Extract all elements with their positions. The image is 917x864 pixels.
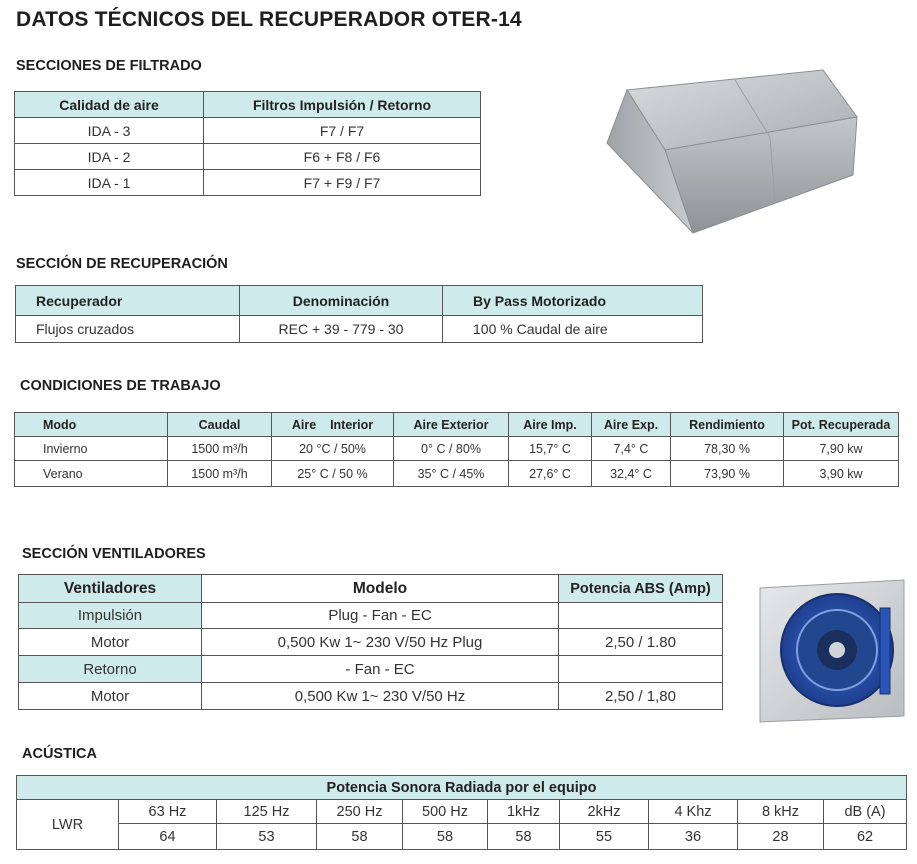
acustica-band: 1kHz <box>488 800 560 824</box>
condiciones-header: Caudal <box>168 413 272 437</box>
ventiladores-cell: Motor <box>19 629 202 656</box>
recuperacion-cell: 100 % Caudal de aire <box>443 316 703 343</box>
condiciones-header: Aire Imp. <box>509 413 592 437</box>
acustica-band: 500 Hz <box>403 800 488 824</box>
acustica-band: 2kHz <box>560 800 649 824</box>
acustica-value: 53 <box>217 824 317 850</box>
acustica-value: 62 <box>824 824 907 850</box>
condiciones-header: Aire Interior <box>272 413 394 437</box>
condiciones-cell: Invierno <box>15 437 168 461</box>
table-row <box>15 461 899 487</box>
acustica-caption: Potencia Sonora Radiada por el equipo <box>17 776 907 800</box>
condiciones-cell: 1500 m³/h <box>168 461 272 487</box>
filtrado-header-filtros: Filtros Impulsión / Retorno <box>204 92 481 118</box>
condiciones-cell: 27,6° C <box>509 461 592 487</box>
acustica-band: 8 kHz <box>738 800 824 824</box>
filtrado-cell: F7 / F7 <box>204 118 481 144</box>
condiciones-heading: CONDICIONES DE TRABAJO <box>20 378 221 394</box>
table-row <box>15 144 481 170</box>
acustica-table <box>16 775 907 850</box>
condiciones-header: Rendimiento <box>671 413 784 437</box>
acustica-value: 36 <box>649 824 738 850</box>
table-row <box>15 170 481 196</box>
condiciones-cell: 20 °C / 50% <box>272 437 394 461</box>
condiciones-cell: 7,90 kw <box>784 437 899 461</box>
acustica-band: 125 Hz <box>217 800 317 824</box>
recuperacion-table <box>15 285 703 343</box>
recuperador-duct-image <box>595 55 885 240</box>
condiciones-cell: 35° C / 45% <box>394 461 509 487</box>
table-row <box>19 683 723 710</box>
table-row <box>17 824 907 850</box>
condiciones-cell: 32,4° C <box>592 461 671 487</box>
filtrado-cell: F6 + F8 / F6 <box>204 144 481 170</box>
plug-fan-image <box>752 578 907 723</box>
table-row <box>15 118 481 144</box>
recuperacion-cell: REC + 39 - 779 - 30 <box>240 316 443 343</box>
table-row <box>17 800 907 824</box>
table-row <box>19 629 723 656</box>
table-row <box>15 437 899 461</box>
acustica-heading: ACÚSTICA <box>22 746 97 762</box>
condiciones-cell: 73,90 % <box>671 461 784 487</box>
filtrado-header-calidad: Calidad de aire <box>15 92 204 118</box>
filtrado-cell: IDA - 2 <box>15 144 204 170</box>
filtrado-cell: F7 + F9 / F7 <box>204 170 481 196</box>
condiciones-header: Aire Exp. <box>592 413 671 437</box>
table-row <box>19 603 723 629</box>
recuperacion-header-recuperador: Recuperador <box>16 286 240 316</box>
acustica-value: 58 <box>317 824 403 850</box>
condiciones-header: Modo <box>15 413 168 437</box>
condiciones-header: Pot. Recuperada <box>784 413 899 437</box>
acustica-value: 58 <box>488 824 560 850</box>
condiciones-cell: 78,30 % <box>671 437 784 461</box>
condiciones-cell: Verano <box>15 461 168 487</box>
ventiladores-cell <box>559 603 723 629</box>
ventiladores-table <box>18 574 723 710</box>
ventiladores-cell <box>559 656 723 683</box>
filtrado-heading: SECCIONES DE FILTRADO <box>16 58 202 74</box>
filtrado-cell: IDA - 3 <box>15 118 204 144</box>
condiciones-header: Aire Exterior <box>394 413 509 437</box>
filtrado-table <box>14 91 481 196</box>
ventiladores-cell: 2,50 / 1,80 <box>559 683 723 710</box>
ventiladores-cell: 0,500 Kw 1~ 230 V/50 Hz Plug <box>202 629 559 656</box>
ventiladores-cell: Plug - Fan - EC <box>202 603 559 629</box>
ventiladores-cell: 2,50 / 1.80 <box>559 629 723 656</box>
ventiladores-cell: - Fan - EC <box>202 656 559 683</box>
ventiladores-header: Modelo <box>202 575 559 603</box>
acustica-value: 64 <box>119 824 217 850</box>
acustica-value: 55 <box>560 824 649 850</box>
ventiladores-cell: Retorno <box>19 656 202 683</box>
condiciones-cell: 0° C / 80% <box>394 437 509 461</box>
recuperacion-cell: Flujos cruzados <box>16 316 240 343</box>
condiciones-cell: 3,90 kw <box>784 461 899 487</box>
acustica-band: dB (A) <box>824 800 907 824</box>
acustica-band: 4 Khz <box>649 800 738 824</box>
ventiladores-header: Potencia ABS (Amp) <box>559 575 723 603</box>
ventiladores-heading: SECCIÓN VENTILADORES <box>22 546 206 562</box>
page-title: DATOS TÉCNICOS DEL RECUPERADOR OTER-14 <box>16 8 522 31</box>
recuperacion-header-denominacion: Denominación <box>240 286 443 316</box>
ventiladores-cell: 0,500 Kw 1~ 230 V/50 Hz <box>202 683 559 710</box>
condiciones-cell: 7,4° C <box>592 437 671 461</box>
ventiladores-cell: Motor <box>19 683 202 710</box>
ventiladores-cell: Impulsión <box>19 603 202 629</box>
condiciones-cell: 1500 m³/h <box>168 437 272 461</box>
acustica-band: 63 Hz <box>119 800 217 824</box>
acustica-row-label: LWR <box>17 800 119 850</box>
table-row <box>16 316 703 343</box>
acustica-value: 28 <box>738 824 824 850</box>
condiciones-cell: 25° C / 50 % <box>272 461 394 487</box>
recuperacion-heading: SECCIÓN DE RECUPERACIÓN <box>16 256 228 272</box>
acustica-band: 250 Hz <box>317 800 403 824</box>
table-row <box>19 656 723 683</box>
condiciones-table <box>14 412 899 487</box>
recuperacion-header-bypass: By Pass Motorizado <box>443 286 703 316</box>
ventiladores-header: Ventiladores <box>19 575 202 603</box>
condiciones-cell: 15,7° C <box>509 437 592 461</box>
filtrado-cell: IDA - 1 <box>15 170 204 196</box>
acustica-value: 58 <box>403 824 488 850</box>
